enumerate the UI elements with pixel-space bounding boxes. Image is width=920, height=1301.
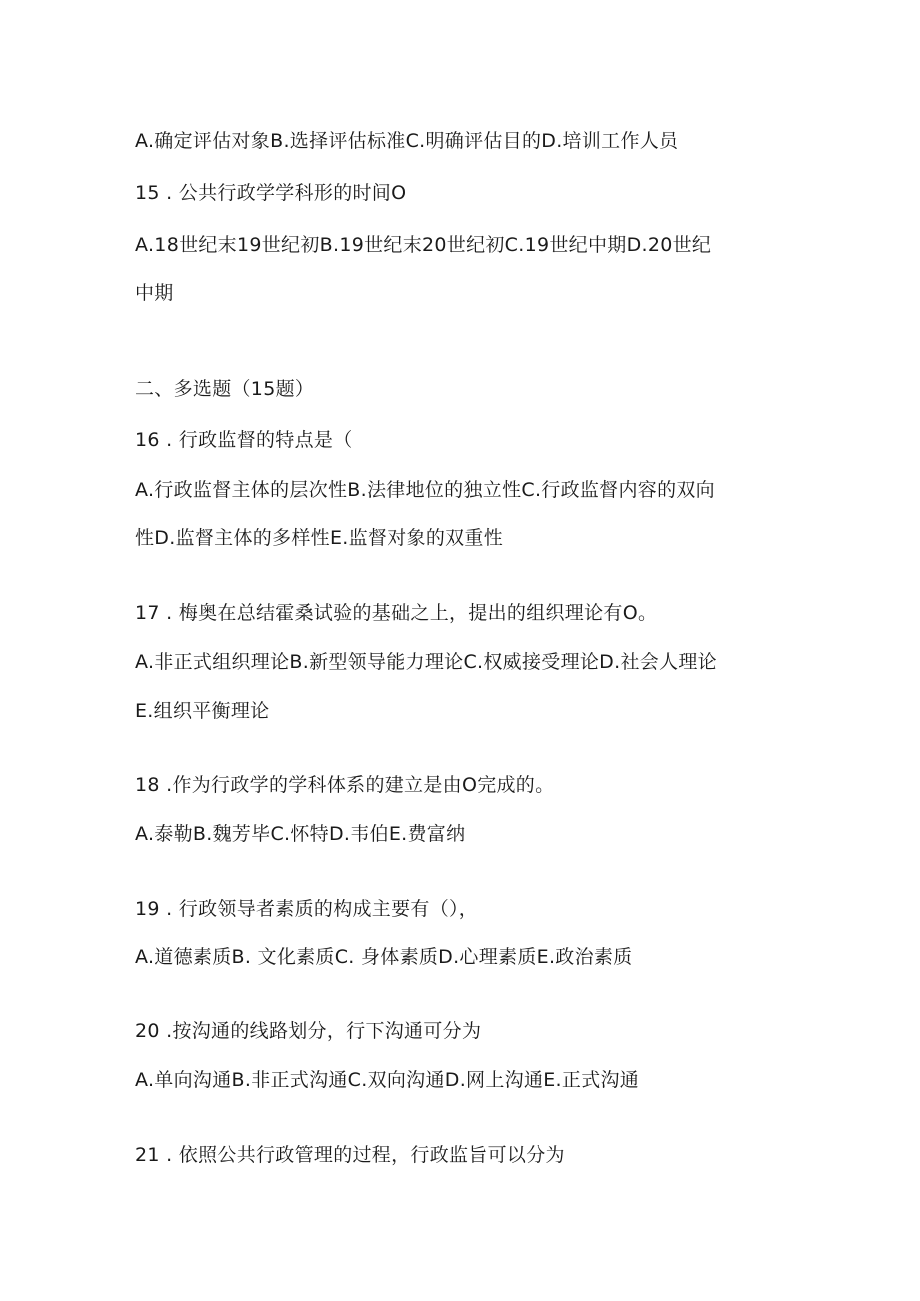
q16-options-continued: 性D.监督主体的多样性E.监督对象的双重性 xyxy=(135,527,504,549)
q17-options-continued: E.组织平衡理论 xyxy=(135,700,270,722)
q14-options: A.确定评估对象B.选择评估标准C.明确评估目的D.培训工作人员 xyxy=(135,130,679,152)
section-heading: 二、多选题（15题） xyxy=(135,378,315,400)
q20-question: 20 .按沟通的线路划分，行下沟通可分为 xyxy=(135,1020,482,1042)
q15-options-continued: 中期 xyxy=(135,282,174,304)
q17-options: A.非正式组织理论B.新型领导能力理论C.权威接受理论D.社会人理论 xyxy=(135,651,717,673)
q18-question: 18 .作为行政学的学科体系的建立是由O完成的。 xyxy=(135,774,555,796)
q21-question: 21 . 依照公共行政管理的过程，行政监旨可以分为 xyxy=(135,1144,565,1166)
q19-question: 19 . 行政领导者素质的构成主要有（）， xyxy=(135,898,479,920)
q15-question: 15 . 公共行政学学科形的时间O xyxy=(135,182,407,204)
q16-question: 16 . 行政监督的特点是（ xyxy=(135,429,353,451)
q17-question: 17 . 梅奥在总结霍桑试验的基础之上，提出的组织理论有O。 xyxy=(135,602,658,624)
q18-options: A.泰勒B.魏芳毕C.怀特D.韦伯E.费富纳 xyxy=(135,823,466,845)
q16-options: A.行政监督主体的层次性B.法律地位的独立性C.行政监督内容的双向 xyxy=(135,479,715,501)
q19-options: A.道德素质B. 文化素质C. 身体素质D.心理素质E.政治素质 xyxy=(135,946,633,968)
q15-options: A.18世纪末19世纪初B.19世纪末20世纪初C.19世纪中期D.20世纪 xyxy=(135,234,712,256)
q20-options: A.单向沟通B.非正式沟通C.双向沟通D.网上沟通E.正式沟通 xyxy=(135,1069,640,1091)
